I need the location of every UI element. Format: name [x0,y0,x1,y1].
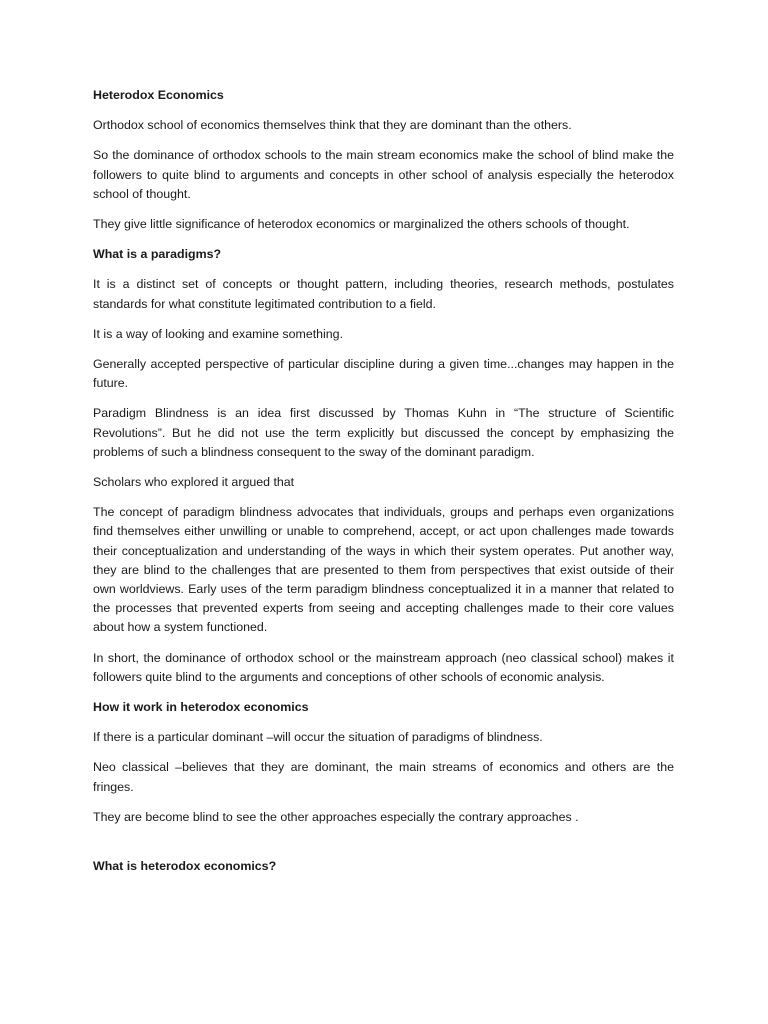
paragraph: If there is a particular dominant –will occur the situation of paradigms of blindness. [93,730,543,745]
paragraph: Paradigm Blindness is an idea first discussed by Thomas Kuhn in “The structure of Scientific Revolutions”. But he did not use the term explicitly but discussed the concept by emphasizing the problems of such a blindness consequent to the sway of the dominant paradigm. [93,406,674,459]
paragraph: So the dominance of orthodox schools to the main stream economics make the school of blind make the followers to quite blind to arguments and concepts in other school of analysis especially the heterodox school of thought. [93,148,674,201]
section-heading-how: How it work in heterodox economics [93,700,309,715]
paragraph: It is a distinct set of concepts or thought pattern, including theories, research methods, postulates standards for what constitute legitimated contribution to a field. [93,277,674,311]
document-body [93,86,674,887]
paragraph: Orthodox school of economics themselves think that they are dominant than the others. [93,118,572,133]
paragraph: They give little significance of heterodox economics or marginalized the others schools of thought. [93,217,630,232]
paragraph: They are become blind to see the other approaches especially the contrary approaches . [93,809,579,824]
paragraph: In short, the dominance of orthodox school or the mainstream approach (neo classical school) makes it followers quite blind to the arguments and conceptions of other schools of economic analysis. [93,650,674,684]
section-heading-paradigms: What is a paradigms? [93,247,222,262]
paragraph: Scholars who explored it argued that [93,475,295,490]
paragraph: Neo classical –believes that they are dominant, the main streams of economics and others are the fringes. [93,760,674,794]
paragraph: It is a way of looking and examine something. [93,326,344,341]
paragraph: The concept of paradigm blindness advocates that individuals, groups and perhaps even organizations find themselves either unwilling or unable to comprehend, accept, or act upon challenges made towards their conceptualization and understanding of the ways in which their system operates. Put another way, they are blind to the challenges that are presented to them from perspectives that exist outside of their own worldviews. Early uses of the term paradigm blindness conceptualized it in a manner that related to the processes that prevented experts from seeing and accepting challenges made to their core values about how a system functioned. [93,505,674,635]
paragraph: Generally accepted perspective of particular discipline during a given time...changes may happen in the future. [93,357,674,391]
section-heading-what: What is heterodox economics? [93,859,277,874]
document-title: Heterodox Economics [93,88,224,102]
